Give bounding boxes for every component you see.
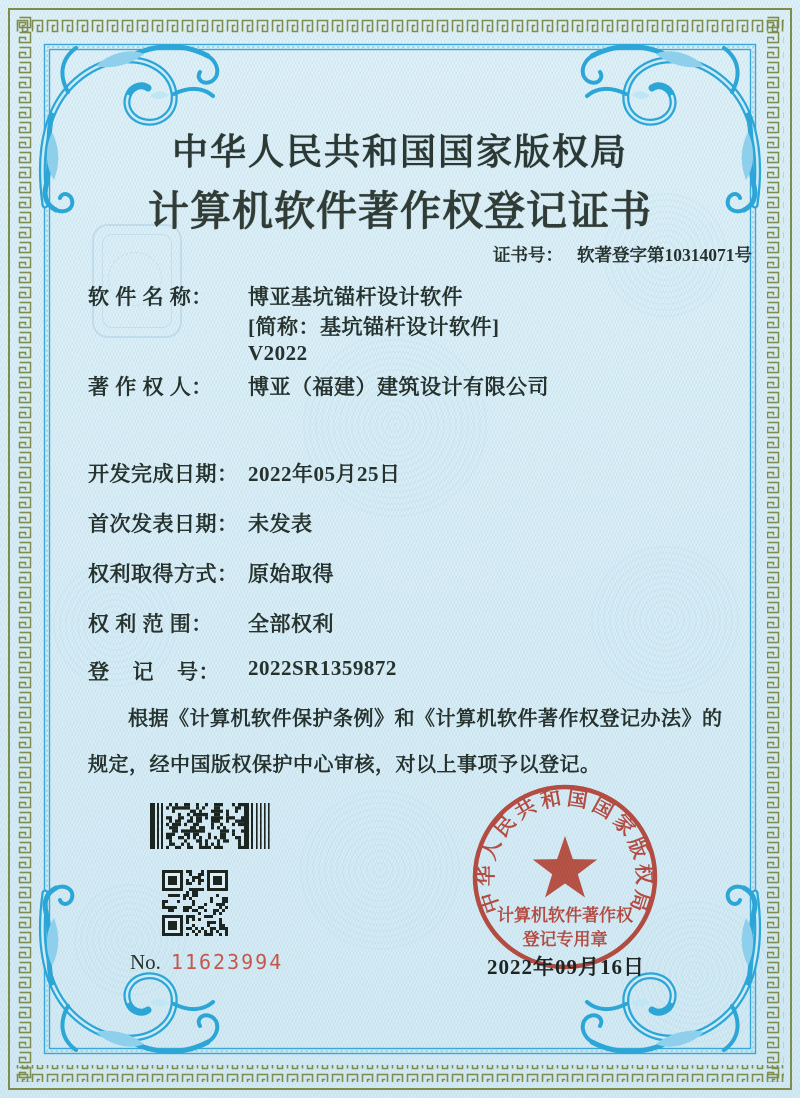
field-label: 软 件 名 称： <box>88 285 213 309</box>
field-value: 博亚（福建）建筑设计有限公司 <box>248 375 549 399</box>
certificate-title: 计算机软件著作权登记证书 <box>148 188 652 234</box>
statement-line-1: 根据《计算机软件保护条例》和《计算机软件著作权登记办法》的 <box>128 708 723 730</box>
greek-key-band-right <box>767 16 784 1082</box>
issue-date: 2022年09月16日 <box>487 955 645 979</box>
qr-code <box>162 870 228 941</box>
field-value: 2022SR1359872 <box>248 656 397 680</box>
seal-text-line1: 计算机软件著作权 <box>497 906 633 925</box>
field-value: 未发表 <box>248 512 313 536</box>
greek-key-band-top <box>16 16 784 33</box>
serial-prefix: No. <box>130 950 161 974</box>
certificate-number-line <box>493 242 752 267</box>
certificate-number-value: 软著登字第10314071号 <box>577 245 752 265</box>
field-value: 2022年05月25日 <box>248 462 401 486</box>
field-value: 博亚基坑锚杆设计软件 <box>248 285 463 309</box>
seal-text-line2: 登记专用章 <box>522 930 608 949</box>
barcode-icon <box>150 803 272 849</box>
field-label: 著 作 权 人： <box>88 375 213 399</box>
field-label: 首次发表日期： <box>88 512 239 536</box>
serial-number: 11623994 <box>170 950 284 974</box>
field-label: 开发完成日期： <box>88 462 239 486</box>
field-label: 登 记 号： <box>88 660 220 684</box>
serial-number-line <box>130 950 283 975</box>
field-value: 全部权利 <box>248 612 334 636</box>
authority-title: 中华人民共和国国家版权局 <box>171 132 628 172</box>
qr-code-icon <box>162 870 228 936</box>
field-value: [简称：基坑锚杆设计软件] <box>248 315 500 339</box>
greek-key-band-left <box>16 16 33 1082</box>
certificate-number-label: 证书号： <box>493 245 563 265</box>
seal-star-icon <box>533 836 598 898</box>
field-label: 权利取得方式： <box>88 562 239 586</box>
official-seal <box>468 782 664 978</box>
greek-key-band-bottom <box>16 1065 784 1082</box>
field-value: 原始取得 <box>248 562 334 586</box>
statement-line-2: 规定，经中国版权保护中心审核，对以上事项予以登记。 <box>88 754 601 776</box>
barcode <box>150 803 272 854</box>
field-value: V2022 <box>248 341 308 365</box>
seal-arc-text: 中华人民共和国国家版权局 <box>475 787 655 916</box>
field-label: 权 利 范 围： <box>88 612 213 636</box>
